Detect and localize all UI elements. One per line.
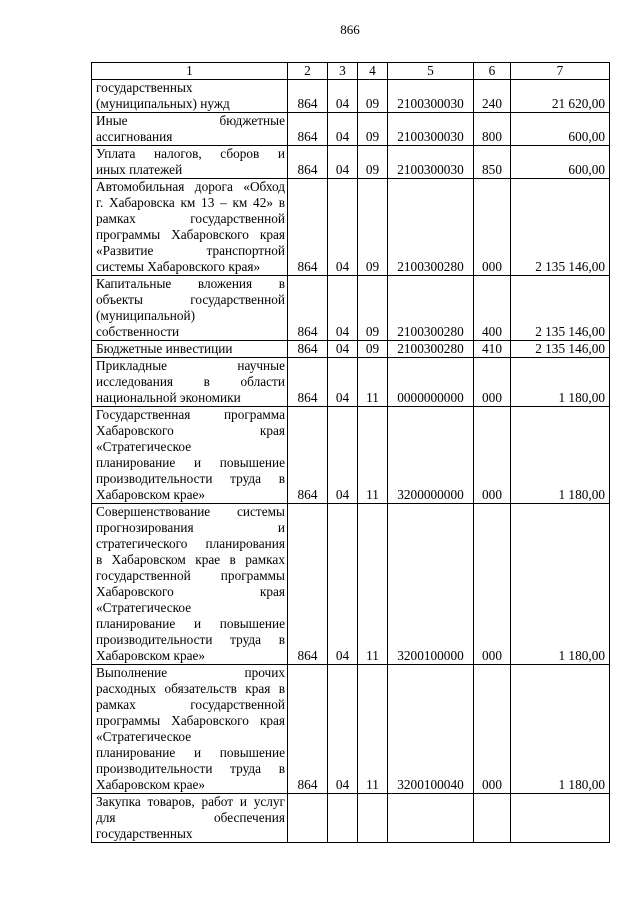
cell-col-3: 04: [328, 179, 358, 276]
table-row: [92, 504, 610, 665]
row-name-line: производительности труда в: [96, 761, 285, 776]
row-name-cell: [92, 407, 288, 504]
cell-col-6: 850: [474, 146, 511, 179]
cell-col-2: 864: [288, 407, 328, 504]
row-name-line: планирование и повышение: [96, 455, 285, 470]
row-name-line: ассигнования: [96, 129, 173, 144]
cell-col-2: 864: [288, 179, 328, 276]
row-name-cell: [92, 113, 288, 146]
row-name-line: Автомобильная дорога «Обход: [96, 179, 285, 194]
cell-col-4: 09: [358, 146, 388, 179]
column-header: 4: [358, 63, 388, 80]
row-name-line: (муниципальных) нужд: [96, 96, 230, 111]
row-name-line: производительности труда в: [96, 471, 285, 486]
cell-col-5: 2100300280: [388, 179, 474, 276]
row-name-line: «Стратегическое: [96, 729, 192, 744]
row-name-line: рамках государственной: [96, 211, 285, 226]
row-name-cell: [92, 146, 288, 179]
row-name-line: исследования в области: [96, 374, 285, 389]
row-name-cell: [92, 358, 288, 407]
cell-col-4: 09: [358, 341, 388, 358]
column-header: 5: [388, 63, 474, 80]
cell-col-3: 04: [328, 358, 358, 407]
table-row: [92, 358, 610, 407]
cell-col-3: 04: [328, 341, 358, 358]
cell-col-3: [328, 794, 358, 843]
table-row: [92, 179, 610, 276]
cell-col-7: 1 180,00: [511, 665, 610, 794]
cell-col-5: 2100300030: [388, 113, 474, 146]
cell-col-5: 3200000000: [388, 407, 474, 504]
cell-col-4: 11: [358, 504, 388, 665]
row-name-cell: [92, 80, 288, 113]
table-row: [92, 341, 610, 358]
budget-table: [91, 62, 610, 843]
cell-col-3: 04: [328, 113, 358, 146]
row-name-line: г. Хабаровска км 13 – км 42» в: [96, 195, 285, 210]
cell-col-7: 600,00: [511, 146, 610, 179]
cell-col-7: 2 135 146,00: [511, 341, 610, 358]
cell-col-6: 000: [474, 504, 511, 665]
cell-col-5: 2100300280: [388, 276, 474, 341]
table-row: [92, 113, 610, 146]
row-name-line: собственности: [96, 324, 180, 339]
row-name-line: Уплата налогов, сборов и: [96, 146, 285, 161]
row-name-cell: [92, 276, 288, 341]
cell-col-2: 864: [288, 341, 328, 358]
row-name-line: объекты государственной: [96, 292, 285, 307]
cell-col-2: 864: [288, 504, 328, 665]
table-row: [92, 407, 610, 504]
row-name-line: Хабаровском крае»: [96, 487, 206, 502]
row-name-line: Закупка товаров, работ и услуг: [96, 794, 285, 809]
row-name-cell: [92, 341, 288, 358]
row-name-line: Государственная программа: [96, 407, 285, 422]
cell-col-6: 000: [474, 179, 511, 276]
cell-col-2: 864: [288, 358, 328, 407]
cell-col-4: 09: [358, 179, 388, 276]
cell-col-5: [388, 794, 474, 843]
row-name-line: Прикладные научные: [96, 358, 285, 373]
cell-col-7: 1 180,00: [511, 358, 610, 407]
cell-col-4: 11: [358, 358, 388, 407]
cell-col-6: 000: [474, 407, 511, 504]
cell-col-6: 240: [474, 80, 511, 113]
cell-col-4: 11: [358, 407, 388, 504]
column-header: 3: [328, 63, 358, 80]
row-name-line: государственных: [96, 80, 193, 95]
row-name-line: (муниципальной): [96, 308, 196, 323]
row-name-line: национальной экономики: [96, 390, 241, 405]
table-row: [92, 665, 610, 794]
cell-col-4: 11: [358, 665, 388, 794]
row-name-cell: [92, 504, 288, 665]
cell-col-2: 864: [288, 113, 328, 146]
row-name-line: Хабаровского края: [96, 423, 285, 438]
cell-col-2: 864: [288, 80, 328, 113]
table-header-row: [92, 63, 610, 80]
cell-col-3: 04: [328, 146, 358, 179]
cell-col-2: 864: [288, 276, 328, 341]
row-name-line: Совершенствование системы: [96, 504, 285, 519]
cell-col-4: 09: [358, 80, 388, 113]
cell-col-7: 2 135 146,00: [511, 179, 610, 276]
table-row: [92, 146, 610, 179]
row-name-line: «Стратегическое: [96, 600, 192, 615]
cell-col-5: 3200100040: [388, 665, 474, 794]
row-name-line: планирование и повышение: [96, 745, 285, 760]
cell-col-4: 09: [358, 276, 388, 341]
cell-col-7: 600,00: [511, 113, 610, 146]
column-header: 7: [511, 63, 610, 80]
row-name-line: расходных обязательств края в: [96, 681, 285, 696]
cell-col-5: 2100300280: [388, 341, 474, 358]
row-name-line: Иные бюджетные: [96, 113, 285, 128]
row-name-line: стратегического планирования: [96, 536, 285, 551]
row-name-line: системы Хабаровского края»: [96, 259, 261, 274]
cell-col-6: 000: [474, 358, 511, 407]
cell-col-5: 3200100000: [388, 504, 474, 665]
cell-col-3: 04: [328, 407, 358, 504]
cell-col-4: 09: [358, 113, 388, 146]
row-name-line: Капитальные вложения в: [96, 276, 285, 291]
page-number: 866: [340, 22, 360, 37]
row-name-line: государственной программы: [96, 568, 285, 583]
table-row: [92, 80, 610, 113]
cell-col-6: 000: [474, 665, 511, 794]
cell-col-3: 04: [328, 504, 358, 665]
cell-col-2: 864: [288, 665, 328, 794]
row-name-line: производительности труда в: [96, 632, 285, 647]
cell-col-5: 2100300030: [388, 146, 474, 179]
row-name-line: «Развитие транспортной: [96, 243, 285, 258]
row-name-line: планирование и повышение: [96, 616, 285, 631]
column-header: 2: [288, 63, 328, 80]
cell-col-6: [474, 794, 511, 843]
cell-col-7: 2 135 146,00: [511, 276, 610, 341]
row-name-line: для обеспечения: [96, 810, 285, 825]
cell-col-5: 0000000000: [388, 358, 474, 407]
row-name-cell: [92, 179, 288, 276]
row-name-line: Выполнение прочих: [96, 665, 285, 680]
row-name-cell: [92, 794, 288, 843]
row-name-line: Хабаровском крае»: [96, 777, 206, 792]
row-name-line: «Стратегическое: [96, 439, 192, 454]
row-name-line: программы Хабаровского края: [96, 227, 285, 242]
column-header: 6: [474, 63, 511, 80]
cell-col-6: 800: [474, 113, 511, 146]
row-name-line: Бюджетные инвестиции: [96, 341, 233, 356]
row-name-line: прогнозирования и: [96, 520, 285, 535]
cell-col-4: [358, 794, 388, 843]
row-name-line: Хабаровском крае»: [96, 648, 206, 663]
row-name-line: государственных: [96, 826, 193, 841]
cell-col-3: 04: [328, 665, 358, 794]
cell-col-6: 400: [474, 276, 511, 341]
column-header: 1: [92, 63, 288, 80]
cell-col-7: 1 180,00: [511, 407, 610, 504]
cell-col-6: 410: [474, 341, 511, 358]
row-name-line: Хабаровского края: [96, 584, 285, 599]
row-name-line: иных платежей: [96, 162, 183, 177]
table-row: [92, 276, 610, 341]
row-name-line: рамках государственной: [96, 697, 285, 712]
cell-col-7: 21 620,00: [511, 80, 610, 113]
cell-col-7: 1 180,00: [511, 504, 610, 665]
cell-col-3: 04: [328, 80, 358, 113]
row-name-cell: [92, 665, 288, 794]
cell-col-2: 864: [288, 146, 328, 179]
cell-col-7: [511, 794, 610, 843]
row-name-line: в Хабаровском крае в рамках: [96, 552, 285, 567]
cell-col-3: 04: [328, 276, 358, 341]
cell-col-5: 2100300030: [388, 80, 474, 113]
cell-col-2: [288, 794, 328, 843]
row-name-line: программы Хабаровского края: [96, 713, 285, 728]
table-row: [92, 794, 610, 843]
